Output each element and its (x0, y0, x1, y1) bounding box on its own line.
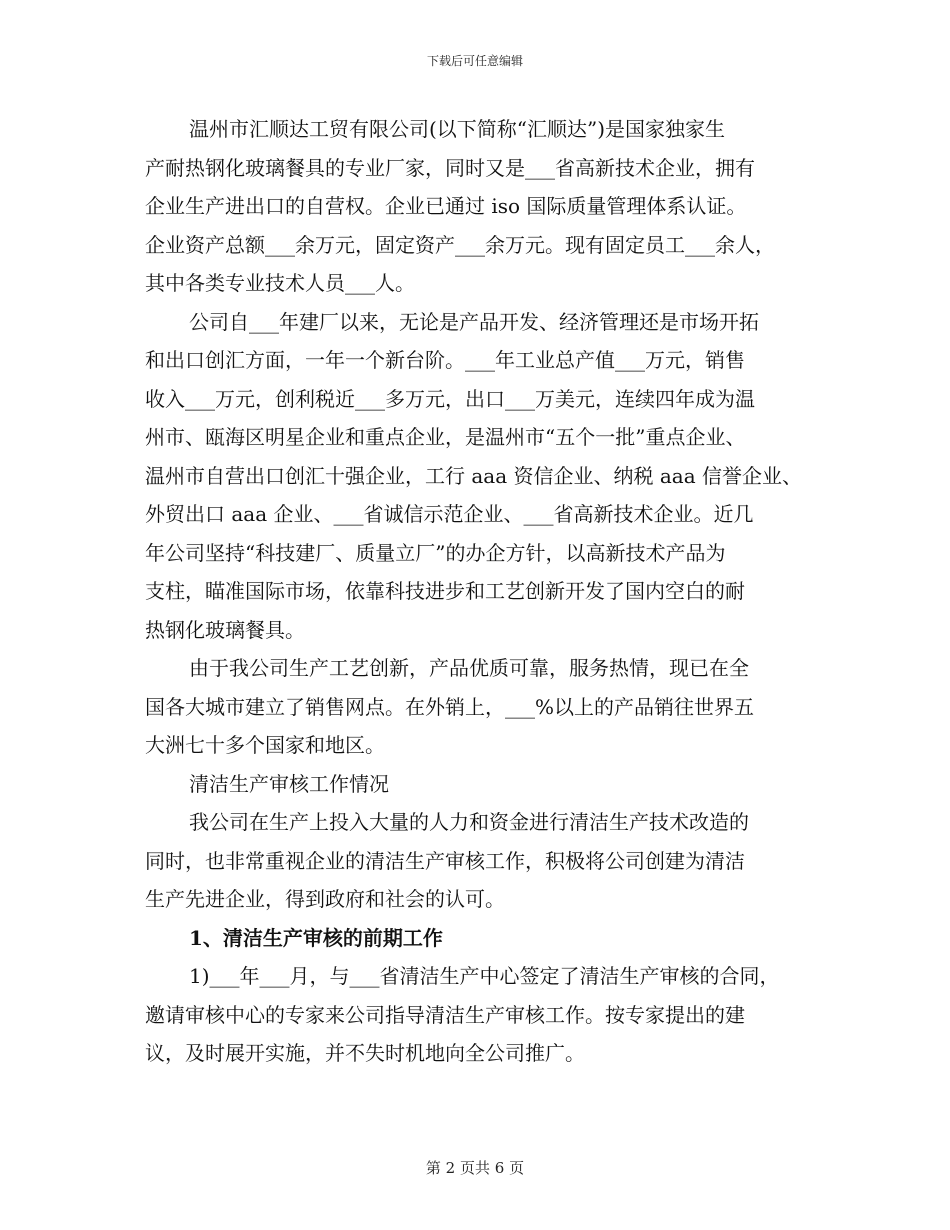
section-heading-line: 1、清洁生产审核的前期工作 (189, 925, 443, 950)
paragraph (145, 649, 835, 765)
text-line: 温州市自营出口创汇十强企业，工行 aaa 资信企业、纳税 aaa 信誉企业、 (145, 463, 802, 488)
page-footer: 第 2 页共 6 页 (425, 1159, 525, 1177)
text-line: 温州市汇顺达工贸有限公司(以下简称“汇顺达”)是国家独家生 (189, 117, 726, 141)
text-line: 企业资产总额___余万元，固定资产___余万元。现有固定员工___余人， (145, 232, 775, 257)
text-line: 企业生产进出口的自营权。企业已通过 iso 国际质量管理体系认证。 (145, 194, 747, 218)
text-line: 外贸出口 aaa 企业、___省诚信示范企业、___省高新技术企业。近几 (145, 502, 754, 526)
paragraph (145, 765, 835, 804)
text-line: 1)___年___月，与___省清洁生产中心签定了清洁生产审核的合同， (189, 964, 780, 988)
text-line: 生产先进企业，得到政府和社会的认可。 (145, 887, 505, 911)
paragraph (145, 803, 835, 919)
page-header: 下载后可任意编辑 (426, 54, 523, 68)
text-line: 国各大城市建立了销售网点。在外销上，___%以上的产品销往世界五 (145, 694, 755, 719)
text-line: 我公司在生产上投入大量的人力和资金进行清洁生产技术改造的 (189, 810, 749, 834)
text-line: 热钢化玻璃餐具。 (145, 617, 305, 642)
text-line: 清洁生产审核工作情况 (189, 771, 389, 796)
text-line: 大洲七十多个国家和地区。 (145, 733, 385, 757)
text-line: 同时，也非常重视企业的清洁生产审核工作，积极将公司创建为清洁 (145, 848, 745, 873)
paragraph (145, 919, 835, 958)
text-line: 和出口创汇方面，一年一个新台阶。___年工业总产值___万元，销售 (145, 348, 745, 372)
text-line: 其中各类专业技术人员___人。 (145, 271, 415, 295)
text-line: 公司自___年建厂以来，无论是产品开发、经济管理还是市场开拓 (189, 309, 759, 334)
text-line: 邀请审核中心的专家来公司指导清洁生产审核工作。按专家提出的建 (145, 1002, 745, 1027)
text-line: 支柱，瞄准国际市场，依靠科技进步和工艺创新开发了国内空白的耐 (145, 579, 745, 603)
text-line: 议，及时展开实施，并不失时机地向全公司推广。 (145, 1041, 585, 1065)
paragraph (145, 110, 835, 303)
text-line: 州市、瓯海区明星企业和重点企业，是温州市“五个一批”重点企业、 (145, 425, 746, 449)
text-line: 年公司坚持“科技建厂、质量立厂”的办企方针，以高新技术产品为 (145, 540, 726, 565)
document-body (145, 110, 835, 1073)
text-line: 产耐热钢化玻璃餐具的专业厂家，同时又是___省高新技术企业，拥有 (145, 155, 755, 180)
text-line: 由于我公司生产工艺创新，产品优质可靠，服务热情，现已在全 (189, 656, 749, 680)
text-line: 收入___万元，创利税近___多万元，出口___万美元，连续四年成为温 (145, 386, 755, 411)
paragraph (145, 303, 835, 650)
paragraph (145, 957, 835, 1073)
